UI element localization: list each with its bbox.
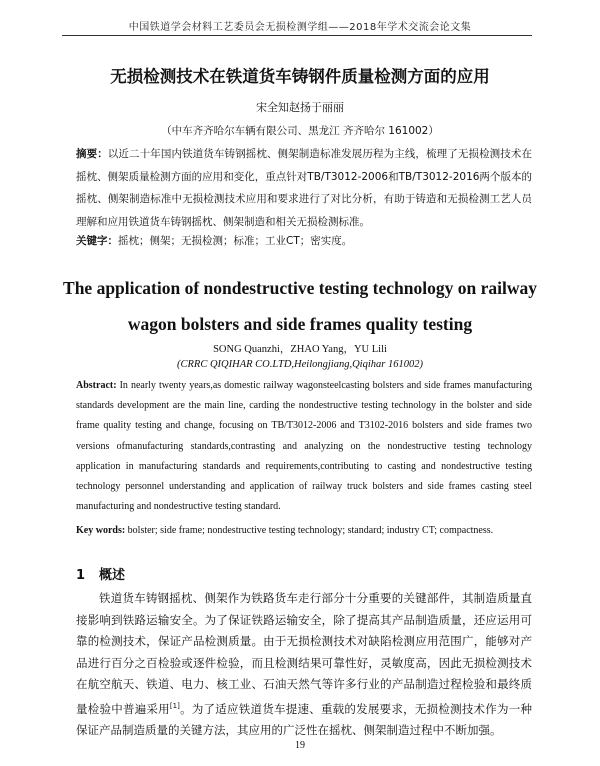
english-abstract-label: Abstract: [76, 380, 117, 391]
header-rule [62, 35, 532, 36]
english-abstract [76, 376, 532, 517]
english-keywords [76, 525, 532, 536]
english-keywords-text: bolster; side frame; nondestructive testing technology; standard; industry CT; compactness. [125, 525, 494, 536]
english-title: The application of nondestructive testing technology on railway wagon bolsters and side frames quality testing [63, 278, 537, 334]
chinese-abstract-text: 以近二十年国内铁道货车铸钢摇枕、侧架制造标准发展历程为主线，梳理了无损检测技术在摇枕、侧架质量检测方面的应用和变化，重点针对TB/T3012-2006和TB/T3012-2016两个版本的摇枕、侧架制造标准中无损检测技术应用和要求进行了对比分析，有助于铸造和无损检测工艺人员理解和应用铁道货车铸钢摇枕、侧架制造和相关无损检测标准。 [76, 148, 533, 228]
chinese-abstract-label: 摘要： [76, 148, 108, 160]
citation-ref: [1] [169, 701, 180, 710]
english-authors: SONG Quanzhi，ZHAO Yang，YU Lili [213, 344, 387, 355]
page-number: 19 [295, 740, 305, 751]
chinese-affiliation: （中车齐齐哈尔车辆有限公司、黑龙江 齐齐哈尔 161002） [161, 125, 439, 137]
chinese-authors: 宋全知赵扬于丽丽 [256, 101, 344, 114]
paragraph-text-2: 。为了适应铁道货车提速、重载的发展要求，无损检测技术作为一种保证产品制造质量的关键方法，其应用的广泛性在摇枕、侧架制造过程中不断加强。 [76, 701, 533, 737]
english-abstract-text: In nearly twenty years,as domestic railway wagonsteelcasting bolsters and side frames manufacturing standards development are the main line, carding the nondestructive testing technology in the bolster and side frame quality testing and change, focusing on TB/T3012-2006 and T3102-2016 bolsters and side frames two versions ofmanufacturing standards,contrasting and analyzing on the nondestructive testing technology application in manufacturing standards and requirements,contributing to casting and nondestructive testing technology personnel understanding and application of railway truck bolsters and side frames casting steel manufacturing and nondestructive testing standard. [76, 380, 532, 513]
english-affiliation: (CRRC QIQIHAR CO.LTD,Heilongjiang,Qiqihar 161002) [177, 359, 423, 370]
section-title: 概述 [99, 568, 126, 583]
chinese-abstract [76, 143, 532, 233]
paragraph-text-1: 铁道货车铸钢摇枕、侧架作为铁路货车走行部分十分重要的关键部件，其制造质量直接影响到铁路运输安全。为了保证铁路运输安全，除了提高其产品制造质量，还应运用可靠的检测技术，保证产品检测质量。由于无损检测技术对缺陷检测应用范围广，能够对产品进行百分之百检验或逐件检验，而且检测结果可靠性好，灵敏度高，因此无损检测技术在航空航天、铁道、电力、核工业、石油天然气等许多行业的产品制造过程检验和最终质量检验中普遍采用 [76, 591, 532, 716]
chinese-keywords [76, 233, 532, 248]
chinese-keywords-label: 关键字： [76, 235, 118, 247]
section-heading [76, 564, 139, 583]
section-paragraph [76, 588, 532, 741]
running-header: 中国铁道学会材料工艺委员会无损检测学组——2018年学术交流会论文集 [128, 22, 472, 33]
chinese-keywords-text: 摇枕；侧架；无损检测；标准；工业CT；密实度。 [118, 235, 353, 247]
english-keywords-label: Key words: [76, 525, 126, 536]
section-number: 1 [76, 568, 86, 583]
chinese-title: 无损检测技术在铁道货车铸钢件质量检测方面的应用 [110, 67, 490, 86]
